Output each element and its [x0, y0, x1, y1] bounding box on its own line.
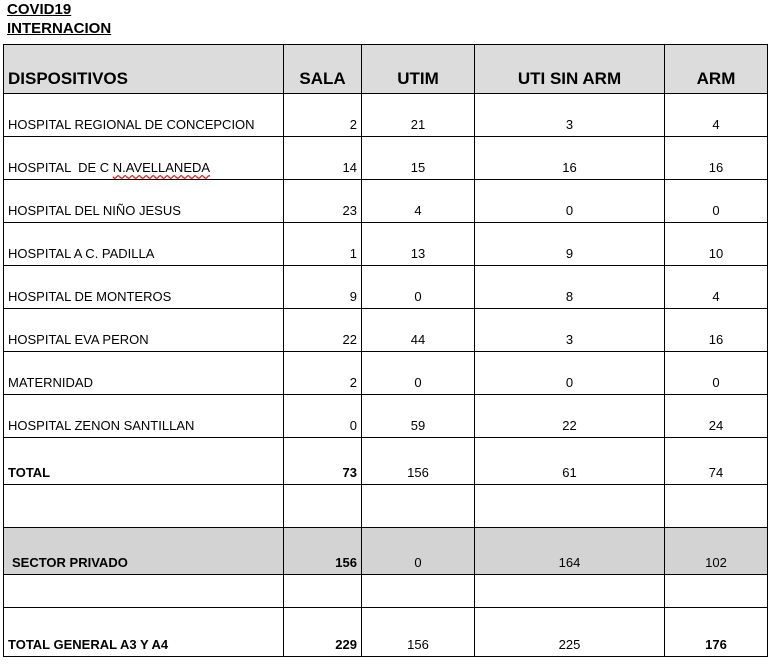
blank-row: [4, 485, 768, 528]
row-arm: 4: [665, 94, 768, 137]
document-titles: [7, 0, 111, 38]
row-utim: 0: [362, 266, 475, 309]
blank-cell: [4, 485, 284, 528]
row-sala: 1: [284, 223, 362, 266]
blank-cell: [475, 485, 665, 528]
general-arm: 176: [665, 608, 768, 657]
table-row: [4, 352, 768, 395]
row-name: HOSPITAL A C. PADILLA: [4, 223, 284, 266]
table-row: [4, 223, 768, 266]
row-name: HOSPITAL DE MONTEROS: [4, 266, 284, 309]
row-sala: 2: [284, 94, 362, 137]
blank-row: [4, 575, 768, 608]
total-sala: 73: [284, 438, 362, 485]
internacion-table: [3, 44, 768, 657]
row-sala: 14: [284, 137, 362, 180]
row-uti: 0: [475, 180, 665, 223]
header-row: [4, 45, 768, 94]
blank-cell: [665, 575, 768, 608]
general-utim: 156: [362, 608, 475, 657]
row-uti: 3: [475, 309, 665, 352]
row-arm: 0: [665, 352, 768, 395]
row-arm: 24: [665, 395, 768, 438]
row-name: HOSPITAL REGIONAL DE CONCEPCION: [4, 94, 284, 137]
blank-cell: [284, 575, 362, 608]
header-uti-sin-arm: UTI SIN ARM: [475, 45, 665, 94]
table-row: [4, 309, 768, 352]
row-name-part-a: HOSPITAL DE C: [8, 160, 113, 175]
blank-cell: [362, 485, 475, 528]
row-uti: 8: [475, 266, 665, 309]
blank-cell: [665, 485, 768, 528]
row-arm: 16: [665, 309, 768, 352]
row-sala: 9: [284, 266, 362, 309]
total-utim: 156: [362, 438, 475, 485]
row-uti: 0: [475, 352, 665, 395]
row-arm: 10: [665, 223, 768, 266]
row-name: HOSPITAL DEL NIÑO JESUS: [4, 180, 284, 223]
total-general-row: [4, 608, 768, 657]
row-sala: 0: [284, 395, 362, 438]
total-row: [4, 438, 768, 485]
row-utim: 4: [362, 180, 475, 223]
row-uti: 22: [475, 395, 665, 438]
row-arm: 16: [665, 137, 768, 180]
table-row: [4, 94, 768, 137]
row-name: HOSPITAL ZENON SANTILLAN: [4, 395, 284, 438]
privado-sala: 156: [284, 528, 362, 575]
row-utim: 13: [362, 223, 475, 266]
header-utim: UTIM: [362, 45, 475, 94]
row-uti: 3: [475, 94, 665, 137]
row-sala: 2: [284, 352, 362, 395]
row-arm: 0: [665, 180, 768, 223]
title-covid19: COVID19: [7, 1, 72, 18]
row-utim: 0: [362, 352, 475, 395]
title-internacion: INTERNACION: [7, 20, 112, 37]
sector-privado-row: [4, 528, 768, 575]
table-row: [4, 180, 768, 223]
general-uti: 225: [475, 608, 665, 657]
privado-label: SECTOR PRIVADO: [4, 528, 284, 575]
header-arm: ARM: [665, 45, 768, 94]
total-label: TOTAL: [4, 438, 284, 485]
row-utim: 21: [362, 94, 475, 137]
total-uti: 61: [475, 438, 665, 485]
total-arm: 74: [665, 438, 768, 485]
row-sala: 22: [284, 309, 362, 352]
table-row: [4, 266, 768, 309]
row-utim: 59: [362, 395, 475, 438]
blank-cell: [362, 575, 475, 608]
privado-arm: 102: [665, 528, 768, 575]
table-row: [4, 137, 768, 180]
blank-cell: [4, 575, 284, 608]
row-sala: 23: [284, 180, 362, 223]
row-uti: 9: [475, 223, 665, 266]
row-utim: 44: [362, 309, 475, 352]
general-sala: 229: [284, 608, 362, 657]
row-utim: 15: [362, 137, 475, 180]
row-name: MATERNIDAD: [4, 352, 284, 395]
row-name-part-b: N.AVELLANEDA: [112, 160, 211, 175]
row-arm: 4: [665, 266, 768, 309]
header-dispositivos: DISPOSITIVOS: [4, 45, 284, 94]
blank-cell: [475, 575, 665, 608]
row-uti: 16: [475, 137, 665, 180]
privado-utim: 0: [362, 528, 475, 575]
table-row: [4, 395, 768, 438]
general-label: TOTAL GENERAL A3 Y A4: [4, 608, 284, 657]
row-name: HOSPITAL EVA PERON: [4, 309, 284, 352]
blank-cell: [284, 485, 362, 528]
row-name: [4, 137, 284, 180]
header-sala: SALA: [284, 45, 362, 94]
privado-uti: 164: [475, 528, 665, 575]
